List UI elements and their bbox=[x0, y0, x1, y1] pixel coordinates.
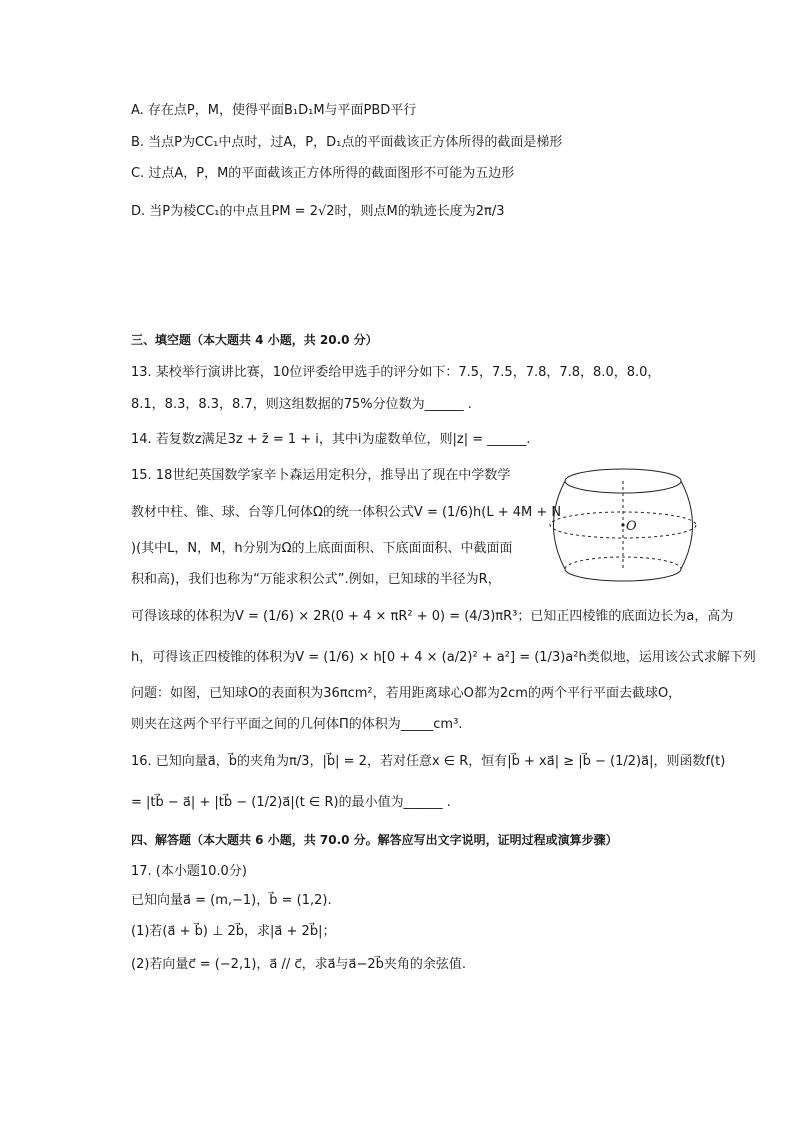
question-15-line-2: 教材中柱、锥、球、台等几何体Ω的统一体积公式V = (1/6)h(L + 4M + N bbox=[131, 505, 562, 520]
option-c: C. 过点A，P，M的平面截该正方体所得的截面图形不可能为五边形 bbox=[131, 166, 515, 181]
question-13-line-2: 8.1，8.3，8.3，8.7，则这组数据的75%分位数为______ . bbox=[131, 397, 472, 412]
question-17-part-1: (1)若(a⃗ + b⃗) ⊥ 2b⃗，求|a⃗ + 2b⃗|； bbox=[131, 924, 336, 939]
question-13-line-1: 13. 某校举行演讲比赛，10位评委给甲选手的评分如下：7.5，7.5，7.8，7.8，8.0，8.0， bbox=[131, 365, 661, 380]
center-label: O bbox=[626, 519, 637, 534]
section-title-answer: 四、解答题（本大题共 6 小题，共 70.0 分。解答应写出文字说明，证明过程或演算步骤） bbox=[131, 833, 618, 847]
right-side-arc bbox=[681, 481, 693, 569]
option-b: B. 当点P为CC₁中点时，过A，P，D₁点的平面截该正方体所得的截面是梯形 bbox=[131, 135, 563, 150]
question-17-part-2: (2)若向量c⃗ = (−2,1)，a⃗ // c⃗，求a⃗与a⃗−2b⃗夹角的余弦值. bbox=[131, 957, 467, 972]
question-15-line-6: h，可得该正四棱锥的体积为V = (1/6) × h[0 + 4 × (a/2)² + a²] = (1/3)a²h类似地，运用该公式求解下列 bbox=[131, 650, 756, 665]
question-14: 14. 若复数z满足3z + z̄ = 1 + i，其中i为虚数单位，则|z| = ______. bbox=[131, 432, 531, 447]
question-16-line-1: 16. 已知向量a⃗，b⃗的夹角为π/3，|b⃗| = 2，若对任意x ∈ R，恒有|b⃗ + xa⃗| ≥ |b⃗ − (1/2)a⃗|，则函数f(t) bbox=[131, 754, 726, 769]
section-title-fill-in: 三、填空题（本大题共 4 小题，共 20.0 分） bbox=[131, 333, 378, 347]
question-15-line-1: 15. 18世纪英国数学家辛卜森运用定积分，推导出了现在中学数学 bbox=[131, 468, 511, 483]
question-15-line-3: )(其中L，N，M，h分别为Ω的上底面面积、下底面面积、中截面面 bbox=[131, 541, 513, 556]
sphere-segment-figure bbox=[548, 466, 698, 586]
question-17-given: 已知向量a⃗ = (m,−1)，b⃗ = (1,2). bbox=[131, 893, 332, 908]
question-15-line-4: 积和高)，我们也称为“万能求积公式”.例如，已知球的半径为R， bbox=[131, 572, 501, 587]
question-15-line-8: 则夹在这两个平行平面之间的几何体Π的体积为_____cm³. bbox=[131, 717, 463, 732]
bottom-face-front bbox=[565, 569, 681, 581]
center-point bbox=[621, 523, 624, 526]
question-16-line-2: = |tb⃗ − a⃗| + |tb⃗ − (1/2)a⃗|(t ∈ R)的最小值为______ . bbox=[131, 795, 451, 810]
question-17-title: 17. (本小题10.0分) bbox=[131, 864, 247, 879]
question-15-line-5: 可得该球的体积为V = (1/6) × 2R(0 + 4 × πR² + 0) = (4/3)πR³；已知正四棱锥的底面边长为a，高为 bbox=[131, 609, 734, 624]
option-d: D. 当P为棱CC₁的中点且PM = 2√2时，则点M的轨迹长度为2π/3 bbox=[131, 204, 505, 219]
option-a: A. 存在点P，M，使得平面B₁D₁M与平面PBD平行 bbox=[131, 103, 417, 118]
question-15-line-7: 问题：如图，已知球O的表面积为36πcm²，若用距离球心O都为2cm的两个平行平面去截球O， bbox=[131, 686, 682, 701]
left-side-arc bbox=[554, 481, 566, 569]
